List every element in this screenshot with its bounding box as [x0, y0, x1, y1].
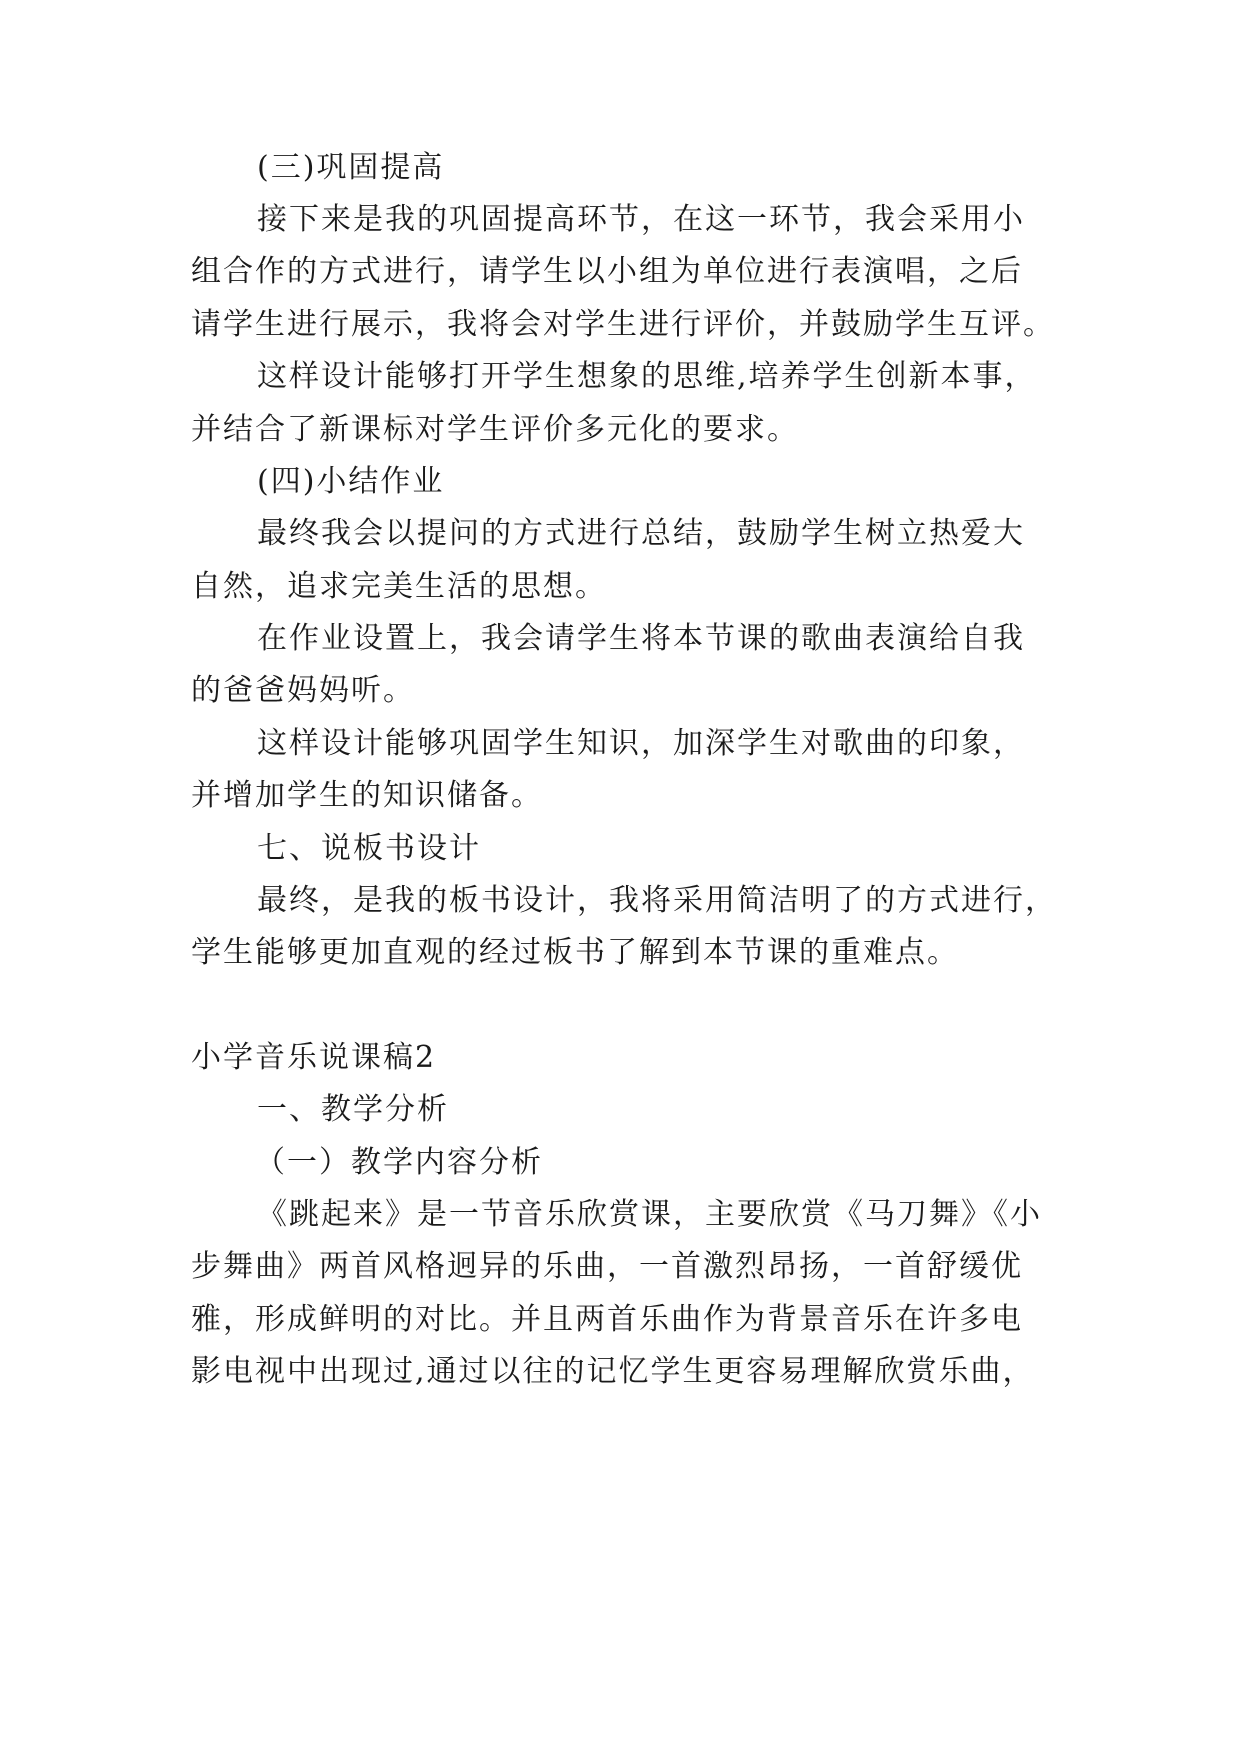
paragraph-line: 并结合了新课标对学生评价多元化的要求。 [191, 412, 799, 447]
paragraph-line: 并增加学生的知识储备。 [191, 778, 543, 813]
paragraph-line: 学生能够更加直观的经过板书了解到本节课的重难点。 [191, 935, 959, 970]
document-title: 小学音乐说课稿2 [191, 1040, 437, 1075]
paragraph-line: 在作业设置上，我会请学生将本节课的歌曲表演给自我 [257, 621, 1025, 656]
heading-consolidate: (三)巩固提高 [257, 150, 445, 185]
paragraph-line: 雅，形成鲜明的对比。并且两首乐曲作为背景音乐在许多电 [191, 1302, 1023, 1337]
paragraph-line: 自然，追求完美生活的思想。 [191, 569, 607, 604]
paragraph-line: 最终，是我的板书设计，我将采用简洁明了的方式进行， [257, 883, 1057, 918]
paragraph-line: 影电视中出现过,通过以往的记忆学生更容易理解欣赏乐曲， [191, 1354, 1035, 1389]
heading-summary: (四)小结作业 [257, 464, 445, 499]
paragraph-line: 《跳起来》是一节音乐欣赏课，主要欣赏《马刀舞》《小 [257, 1197, 1042, 1232]
paragraph-line: 接下来是我的巩固提高环节，在这一环节，我会采用小 [257, 202, 1025, 237]
paragraph-line: 步舞曲》两首风格迥异的乐曲，一首激烈昂扬，一首舒缓优 [191, 1249, 1023, 1284]
heading-blackboard: 七、说板书设计 [257, 831, 481, 866]
paragraph-line: 的爸爸妈妈听。 [191, 673, 415, 708]
heading-teaching-analysis: 一、教学分析 [257, 1092, 449, 1127]
paragraph-line: 这样设计能够巩固学生知识，加深学生对歌曲的印象， [257, 726, 1025, 761]
paragraph-line: 组合作的方式进行，请学生以小组为单位进行表演唱，之后 [191, 254, 1023, 289]
paragraph-line: 请学生进行展示，我将会对学生进行评价，并鼓励学生互评。 [191, 307, 1055, 342]
paragraph-line: 这样设计能够打开学生想象的思维,培养学生创新本事， [257, 359, 1037, 394]
paragraph-line: 最终我会以提问的方式进行总结，鼓励学生树立热爱大 [257, 516, 1025, 551]
heading-content-analysis: （一）教学内容分析 [255, 1145, 543, 1180]
